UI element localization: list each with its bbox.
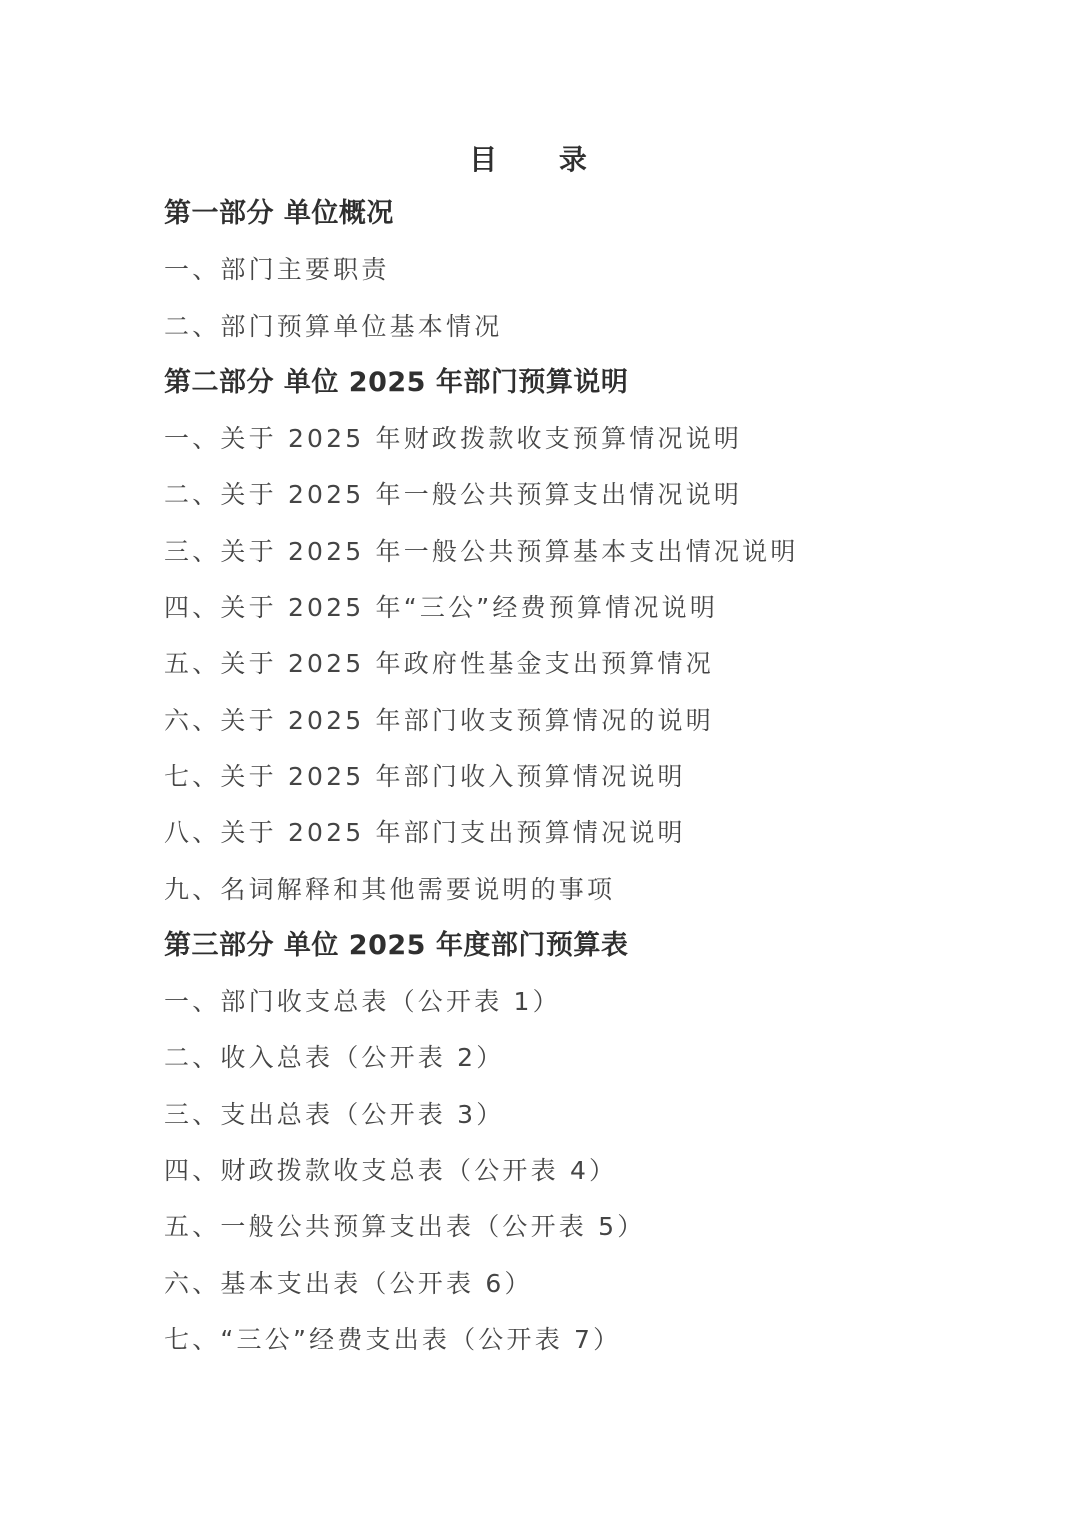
toc-item: 七、关于 2025 年部门收入预算情况说明 bbox=[164, 761, 686, 791]
toc-item: 三、关于 2025 年一般公共预算基本支出情况说明 bbox=[164, 536, 799, 566]
toc-item: 四、财政拨款收支总表（公开表 4） bbox=[164, 1156, 618, 1186]
toc-item: 六、基本支出表（公开表 6） bbox=[164, 1268, 533, 1298]
toc-section-3: 第三部分 单位 2025 年度部门预算表 bbox=[164, 929, 629, 961]
toc-section-2: 第二部分 单位 2025 年部门预算说明 bbox=[164, 366, 629, 398]
toc-item: 一、部门收支总表（公开表 1） bbox=[164, 987, 561, 1017]
toc-item: 二、部门预算单位基本情况 bbox=[164, 311, 503, 341]
toc-item: 五、关于 2025 年政府性基金支出预算情况 bbox=[164, 649, 714, 679]
toc-item: 九、名词解释和其他需要说明的事项 bbox=[164, 874, 616, 904]
toc-item: 一、部门主要职责 bbox=[164, 255, 390, 285]
toc-list bbox=[164, 192, 964, 1374]
toc-item: 二、收入总表（公开表 2） bbox=[164, 1043, 505, 1073]
toc-item: 八、关于 2025 年部门支出预算情况说明 bbox=[164, 818, 686, 848]
toc-item: 四、关于 2025 年“三公”经费预算情况说明 bbox=[164, 593, 719, 623]
toc-item: 六、关于 2025 年部门收支预算情况的说明 bbox=[164, 705, 714, 735]
toc-item: 一、关于 2025 年财政拨款收支预算情况说明 bbox=[164, 424, 743, 454]
toc-section-1: 第一部分 单位概况 bbox=[164, 198, 394, 229]
toc-title: 目 录 bbox=[469, 143, 613, 176]
toc-item: 七、“三公”经费支出表（公开表 7） bbox=[164, 1324, 622, 1354]
toc-item: 二、关于 2025 年一般公共预算支出情况说明 bbox=[164, 480, 743, 510]
toc-item: 五、一般公共预算支出表（公开表 5） bbox=[164, 1212, 646, 1242]
toc-item: 三、支出总表（公开表 3） bbox=[164, 1099, 505, 1129]
